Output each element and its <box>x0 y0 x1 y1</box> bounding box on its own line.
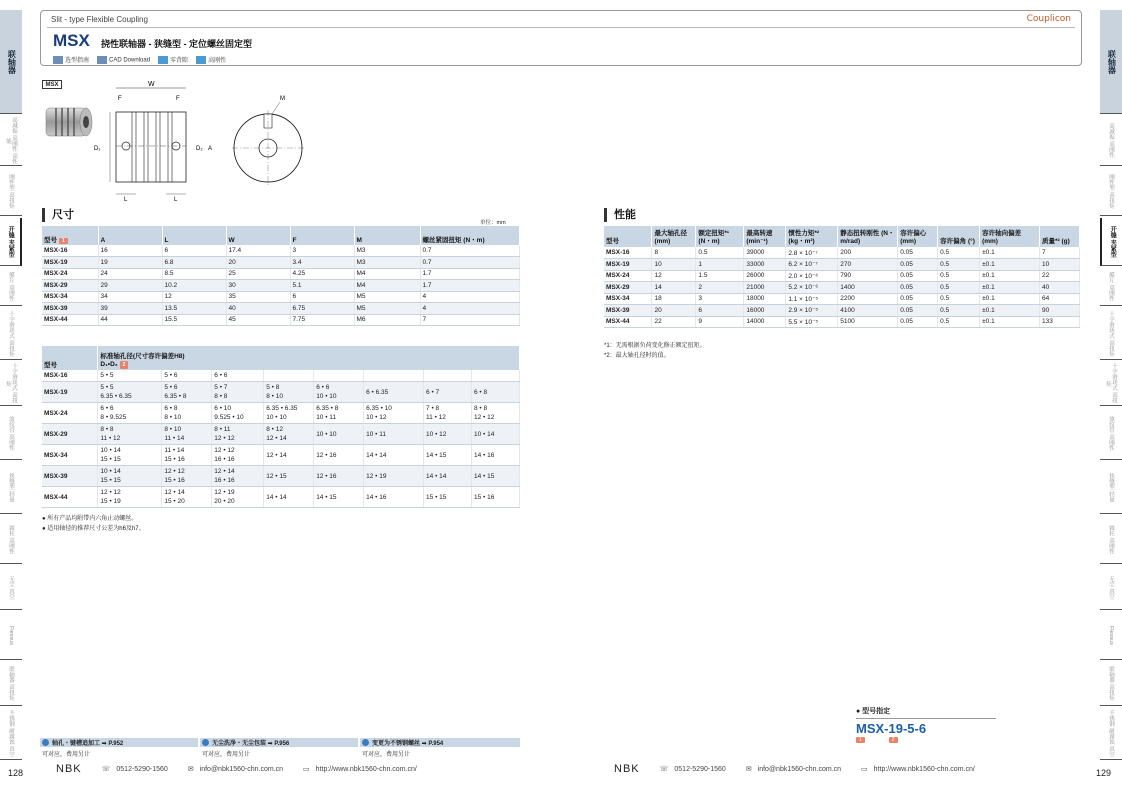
option-icon <box>202 739 209 746</box>
side-tab-13[interactable]: 不锈钢 耐腐蚀 真空 <box>1100 708 1122 760</box>
side-tab-4[interactable]: 膜片 高刚性 <box>0 268 22 306</box>
side-tab-1[interactable]: 高减振 高刚性 <box>1100 116 1122 166</box>
unit-label: 单位：mm <box>480 220 506 226</box>
table-row: MSX-16 8 0.5 39000 2.8 × 10⁻⁷ 200 0.05 0.5 ±0.1 7 <box>604 247 1080 259</box>
table-row: MSX-39 10 • 14 15 • 15 12 • 12 15 • 16 12 • 14 16 • 16 12 • 15 12 • 16 12 • 19 14 • 14 14 • 15 <box>42 466 520 487</box>
table-row: MSX-34 18 3 18000 1.1 × 10⁻⁵ 2200 0.05 0.5 ±0.1 64 <box>604 293 1080 305</box>
side-tab-3[interactable]: 开缝 夹紧型 <box>0 218 22 266</box>
side-view-diagram <box>88 78 218 206</box>
web-link[interactable]: http://www.nbk1560-chn.com.cn/ <box>315 765 417 773</box>
table-row: MSX-19 10 1 33000 6.2 × 10⁻⁷ 270 0.05 0.5 ±0.1 10 <box>604 259 1080 271</box>
table-row: MSX-19 19 6.8 20 3.4 M3 0.7 <box>42 257 520 269</box>
side-tab-2[interactable]: 刚性型 高扭矩 <box>0 168 22 216</box>
svg-text:A: A <box>208 146 213 152</box>
performance-table: 型号 最大轴孔径 (mm) 额定扭矩*¹ (N・m) 最高转速 (min⁻¹) 惯性力矩*² (kg・m²) 静态扭转刚性 (N・m/rad) 容许偏心 (mm) 容许偏角 (°) 容许轴向偏差 (mm) 质量*² (g) MSX-16 8 0.5 39000 2.8 × 10⁻⁷ 200 0.05 0.5 ±0.1 7 MSX-19 10 1 33000 6.2 × 10⁻⁷ 270 0.05 0.5 ±0.1 10 MSX-24 12 1.5 26000 2.0 × 10⁻⁶ 790 0.05 0.5 ±0.1 22 MSX-29 14 2 21000 5.2 × 10⁻⁶ 1400 0.05 0.5 ±0.1 40 MSX-34 18 3 18000 1.1 × 10⁻⁵ 2200 0.05 0.5 ±0.1 64 MSX-39 20 6 16000 2.9 × 10⁻⁵ 4100 0.05 0.5 ±0.1 90 MSX-44 22 9 14000 5.5 × 10⁻⁵ 5100 0.05 0.5 ±0.1 133 <box>604 226 1080 328</box>
option-icon <box>42 739 49 746</box>
dim-w: W <box>148 81 155 88</box>
table-row: MSX-34 10 • 14 15 • 15 11 • 14 15 • 16 12 • 12 16 • 16 12 • 14 12 • 16 14 • 14 14 • 15 14 • 16 <box>42 445 520 466</box>
side-tab-10[interactable]: 无尘 真空 <box>1100 566 1122 610</box>
svg-text:D₂: D₂ <box>196 146 203 152</box>
side-tab-7[interactable]: 波纹管 高刚性 <box>1100 408 1122 460</box>
email-icon: ✉ <box>187 766 194 773</box>
performance-section-title: 性能 <box>604 208 636 222</box>
side-tab-13[interactable]: 不锈钢 耐腐蚀 真空 <box>0 708 22 760</box>
front-view-diagram <box>232 90 312 190</box>
side-tab-0[interactable]: 联轴器 <box>0 10 22 114</box>
side-tab-1[interactable]: 高减振 高刚性 高性能 <box>0 116 22 166</box>
cad-icon <box>97 56 107 64</box>
side-tab-0[interactable]: 联轴器 <box>1100 10 1122 114</box>
model-spec-code: MSX-19-5-6 <box>856 718 996 736</box>
size-header-model: 型号 1 <box>42 226 98 245</box>
side-tab-11[interactable]: Flexsus <box>0 612 22 660</box>
table-row: MSX-16 5 • 5 5 • 6 6 • 6 <box>42 370 520 382</box>
high-rigidity-badge: 高刚性 <box>196 55 226 64</box>
table-row: MSX-29 14 2 21000 5.2 × 10⁻⁶ 1400 0.05 0.5 ±0.1 40 <box>604 282 1080 294</box>
size-section-title: 尺寸 <box>42 208 74 222</box>
footer-right: NBK ☏ 0512-5290-1560 ✉ info@nbk1560-chn.com.cn ▭ http://www.nbk1560-chn.com.cn/ <box>614 763 975 775</box>
svg-text:M: M <box>280 96 285 102</box>
table-row: MSX-19 5 • 5 6.35 • 6.35 5 • 6 6.35 • 8 5 • 7 8 • 8 5 • 8 8 • 10 6 • 6 10 • 10 6 • 6.35 6 • 7 6 • 8 <box>42 382 520 403</box>
table-row: MSX-44 44 15.5 45 7.75 M6 7 <box>42 314 520 326</box>
guide-icon <box>53 56 63 64</box>
note-tag-2: 2 <box>120 361 129 369</box>
bore-notes: ● 所有产品均附带内六角止动螺丝。 ● 适用轴径的推荐尺寸公差为h6及h7。 <box>42 516 145 532</box>
rigidity-icon <box>196 56 206 64</box>
option-axis-processing[interactable]: 轴孔・键槽追加工 ➡ P.952 可对应，费用另计 <box>40 738 198 760</box>
page-number-left: 128 <box>8 768 24 778</box>
svg-text:F: F <box>176 96 180 102</box>
side-tab-10[interactable]: 无尘 真空 <box>0 566 22 610</box>
side-tab-9[interactable]: 圆柱 高刚性 <box>0 516 22 564</box>
selection-guide-link[interactable]: 选型指南 <box>53 55 89 64</box>
table-row: MSX-24 24 8.5 25 4.25 M4 1.7 <box>42 268 520 280</box>
page-header <box>40 10 1082 66</box>
table-row: MSX-34 34 12 35 6 M5 4 <box>42 291 520 303</box>
side-tab-6[interactable]: 十字滑块式 高扭矩 <box>0 362 22 406</box>
table-row: MSX-16 16 6 17.4 3 M3 0.7 <box>42 245 520 257</box>
side-tab-5[interactable]: 十字滑块式 高扭矩 <box>0 308 22 360</box>
table-row: MSX-24 6 • 6 8 • 9.525 6 • 8 8 • 10 6 • 10 9.525 • 10 6.35 • 6.35 10 • 10 6.35 • 8 10 • 11 6.35 • 10 10 • 12 7 • 8 11 • 12 8 • 8 12 • 12 <box>42 403 520 424</box>
email-link[interactable]: info@nbk1560-chn.com.cn <box>757 765 842 773</box>
side-tab-12[interactable]: 联轴器 高扭矩 <box>0 662 22 706</box>
diagram-label: MSX <box>42 80 62 89</box>
footer-left: NBK ☏ 0512-5290-1560 ✉ info@nbk1560-chn.com.cn ▭ http://www.nbk1560-chn.com.cn/ <box>56 763 417 775</box>
side-tab-3[interactable]: 开缝 夹紧型 <box>1100 218 1122 266</box>
side-tab-8[interactable]: 狭缝型 轻量 <box>1100 462 1122 514</box>
side-tab-4[interactable]: 膜片 高刚性 <box>1100 268 1122 306</box>
svg-text:F: F <box>118 96 122 102</box>
web-icon: ▭ <box>861 766 868 773</box>
product-code: MSX <box>53 31 90 50</box>
svg-text:L: L <box>124 197 128 203</box>
side-tab-6[interactable]: 十字滑块式 高扭矩 <box>1100 362 1122 406</box>
side-tab-9[interactable]: 圆柱 高刚性 <box>1100 516 1122 564</box>
side-tab-5[interactable]: 十字滑块式 高扭矩 <box>1100 308 1122 360</box>
table-row: MSX-39 20 6 16000 2.9 × 10⁻⁵ 4100 0.05 0.5 ±0.1 90 <box>604 305 1080 317</box>
web-link[interactable]: http://www.nbk1560-chn.com.cn/ <box>873 765 975 773</box>
side-tab-2[interactable]: 刚性型 高扭矩 <box>1100 168 1122 216</box>
backlash-icon <box>158 56 168 64</box>
cad-download-link[interactable]: CAD Download <box>97 56 150 64</box>
email-link[interactable]: info@nbk1560-chn.com.cn <box>199 765 284 773</box>
side-tab-8[interactable]: 狭缝型 轻量 <box>0 462 22 514</box>
phone-icon: ☏ <box>101 766 111 773</box>
table-row: MSX-29 8 • 8 11 • 12 8 • 10 11 • 14 8 • 11 12 • 12 8 • 12 12 • 14 10 • 10 10 • 11 10 • 12 10 • 14 <box>42 424 520 445</box>
option-icon <box>362 739 369 746</box>
side-tab-11[interactable]: Flexsus <box>1100 612 1122 660</box>
table-row: MSX-44 22 9 14000 5.5 × 10⁻⁵ 5100 0.05 0.5 ±0.1 133 <box>604 316 1080 328</box>
zero-backlash-badge: 零背隙 <box>158 55 188 64</box>
note-tag-1: 1 <box>59 238 68 244</box>
page-number-right: 129 <box>1096 768 1112 778</box>
svg-text:D₁: D₁ <box>94 146 101 152</box>
size-table: 型号 1 A L W F M 螺丝紧固扭矩 (N・m) MSX-16 16 6 17.4 3 M3 0.7 MSX-19 19 6.8 20 3.4 M3 0.7 MSX-24 24 8.5 25 4.25 M4 1.7 MSX-29 29 10.2 30 5.1 M4 1.7 MSX-34 34 12 35 6 M5 4 MSX-39 39 13.5 40 6.75 M5 4 MSX-44 44 15.5 45 7.75 M6 7 <box>42 226 520 326</box>
table-row: MSX-39 39 13.5 40 6.75 M5 4 <box>42 303 520 315</box>
side-tab-7[interactable]: 波纹管 高刚性 <box>0 408 22 460</box>
option-stainless-screw[interactable]: 变更为不锈钢螺丝 ➡ P.954 可对应，费用另计 <box>360 738 520 760</box>
bore-table: 型号 标准轴孔径(尺寸容许偏差H8) D₁•D₂ 2 MSX-16 5 • 5 5 • 6 6 • 6 MSX-19 5 • 5 6.35 • 6.35 5 • 6 6.35 • 8 5 • 7 8 • 8 5 • 8 8 • 10 6 • 6 10 • 10 6 • 6.35 6 • 7 6 • 8 MSX-24 6 • 6 8 • 9.525 6 • 8 8 • 10 6 • 10 9.525 • 10 6.35 • 6.35 10 • 10 6.35 • 8 10 • 11 6.35 • 10 10 • 12 7 • 8 11 • 12 8 • 8 12 • 12 MSX-29 8 • 8 11 • 12 8 • 10 11 • 14 8 • 11 12 • 12 8 • 12 12 • 14 10 • 10 10 • 11 10 • 12 10 • 14 MSX-34 10 • 14 15 • 15 11 • 14 15 • 16 12 • 12 16 • 16 12 • 14 12 • 16 14 • 14 14 • 15 14 • 16 MSX-39 10 • 14 15 • 15 12 • 12 15 • 16 12 • 14 16 • 16 12 • 15 12 • 16 12 • 19 14 • 14 14 • 15 MSX-44 12 • 12 15 • 19 12 • 14 15 • 20 12 • 19 20 • 20 14 • 14 14 • 15 14 • 16 15 • 15 15 • 16 <box>42 346 520 508</box>
performance-notes: *1：无需根据负荷变化修正额定扭矩。 *2：最大轴孔径时的值。 <box>604 343 706 359</box>
option-clean-wash[interactable]: 无尘洗净・无尘包装 ➡ P.956 可对应，费用另计 <box>200 738 358 760</box>
side-tab-12[interactable]: 联轴器 高扭矩 <box>1100 662 1122 706</box>
svg-text:L: L <box>174 197 178 203</box>
web-icon: ▭ <box>303 766 310 773</box>
model-spec: ● 型号指定 MSX-19-5-6 1 2 <box>856 706 996 743</box>
header-tools <box>53 55 226 64</box>
brand-logo: Couplicon <box>1026 14 1071 24</box>
header-subtitle: Slit - type Flexible Coupling <box>51 15 148 24</box>
table-row: MSX-24 12 1.5 26000 2.0 × 10⁻⁶ 790 0.05 0.5 ±0.1 22 <box>604 270 1080 282</box>
table-row: MSX-44 12 • 12 15 • 19 12 • 14 15 • 20 12 • 19 20 • 20 14 • 14 14 • 15 14 • 16 15 • 15 15 • 16 <box>42 487 520 508</box>
company-logo: NBK <box>56 763 82 775</box>
phone-icon: ☏ <box>659 766 669 773</box>
table-row: MSX-29 29 10.2 30 5.1 M4 1.7 <box>42 280 520 292</box>
email-icon: ✉ <box>745 766 752 773</box>
product-title: 挠性联轴器 - 狭缝型 - 定位螺丝固定型 <box>101 39 252 49</box>
